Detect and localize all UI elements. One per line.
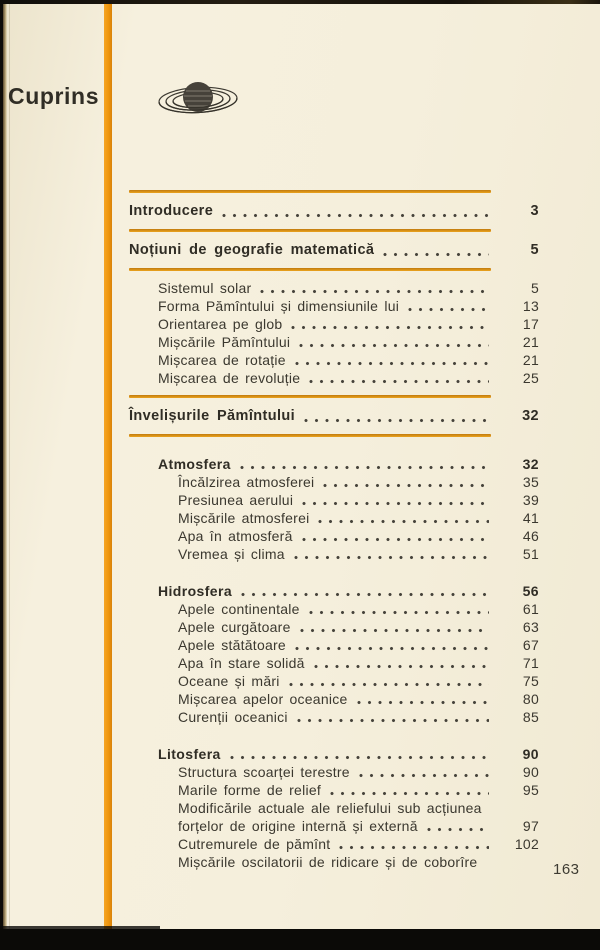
toc-entry-label: Învelișurile Pămîntului [129, 408, 296, 424]
scan-top-edge [0, 0, 600, 4]
toc-entry-label: Hidrosfera [158, 583, 233, 599]
dot-leader [297, 718, 489, 723]
toc-entry-label: Presiunea aerului [178, 492, 294, 508]
toc-entry-label: Apa în stare solidă [178, 655, 305, 671]
toc-entry [129, 690, 539, 708]
toc-entry [129, 708, 539, 726]
section-rule [129, 190, 491, 193]
toc-entry [129, 333, 539, 351]
toc-entry-page: 80 [522, 691, 539, 707]
toc-entry-label: Apele stătătoare [178, 637, 286, 653]
toc-entry-label: Marile forme de relief [178, 782, 321, 798]
toc-entry [129, 618, 539, 636]
toc-list [129, 182, 539, 871]
dot-leader [222, 213, 489, 218]
dot-leader [357, 700, 489, 705]
toc-entry-label: Oceane și mări [178, 673, 280, 689]
toc-entry-label: Apa în atmosferă [178, 528, 293, 544]
toc-entry-label: Forma Pămîntului și dimensiunile lui [158, 298, 400, 314]
dot-leader [241, 592, 489, 597]
toc-entry-label: Mișcările oscilatorii de ridicare și de coborîre [178, 854, 478, 870]
folio-page-number: 163 [553, 861, 580, 878]
contents-heading: Cuprins [8, 83, 100, 109]
dot-leader [294, 555, 489, 560]
dot-leader [408, 307, 489, 312]
toc-entry-page: 51 [522, 546, 539, 562]
toc-entry-label: Sistemul solar [158, 280, 252, 296]
toc-entry-page: 41 [522, 510, 539, 526]
toc-entry [129, 817, 539, 835]
toc-entry [129, 406, 539, 426]
toc-entry-page: 13 [522, 298, 539, 314]
toc-entry [129, 799, 539, 817]
toc-entry-page: 39 [522, 492, 539, 508]
toc-entry-page: 102 [514, 836, 539, 852]
page-left-edge [3, 4, 7, 929]
toc-entry-label: Mișcarea de rotație [158, 352, 286, 368]
scan-bottom-edge [0, 929, 600, 950]
dot-leader [240, 465, 489, 470]
toc-entry-page: 21 [522, 352, 539, 368]
section-rule [129, 268, 491, 271]
dot-leader [427, 827, 489, 832]
toc-entry-label: Vremea și clima [178, 546, 285, 562]
toc-entry [129, 672, 539, 690]
dot-leader [295, 361, 489, 366]
toc-entry-page: 71 [522, 655, 539, 671]
toc-entry-page: 67 [522, 637, 539, 653]
toc-entry [129, 582, 539, 600]
toc-entry-label: Introducere [129, 203, 214, 219]
toc-entry [129, 853, 539, 871]
saturn-planet-icon [155, 78, 241, 122]
dot-leader [314, 664, 489, 669]
scanned-page [3, 4, 600, 929]
toc-entry-page: 25 [522, 370, 539, 386]
toc-entry [129, 654, 539, 672]
dot-leader [230, 755, 489, 760]
toc-entry-label: Mișcarea apelor oceanice [178, 691, 348, 707]
dot-leader [330, 791, 489, 796]
toc-entry-label: Structura scoarței terestre [178, 764, 350, 780]
toc-entry-label: Litosfera [158, 746, 221, 762]
orange-spine-stripe [104, 4, 112, 929]
page-crease-line [9, 4, 10, 929]
section-rule [129, 434, 491, 437]
toc-entry-label: Curenții oceanici [178, 709, 288, 725]
toc-entry-page: 21 [522, 334, 539, 350]
dot-leader [359, 773, 489, 778]
toc-entry [129, 473, 539, 491]
dot-leader [291, 325, 489, 330]
toc-entry [129, 455, 539, 473]
toc-entry-page: 5 [530, 280, 539, 296]
section-rule [129, 229, 491, 232]
toc-entry-label: Orientarea pe glob [158, 316, 283, 332]
dot-leader [339, 845, 489, 850]
toc-entry [129, 491, 539, 509]
toc-entry-label: Mișcarea de revoluție [158, 370, 301, 386]
toc-entry [129, 763, 539, 781]
toc-entry [129, 369, 539, 387]
dot-leader [260, 289, 489, 294]
dot-leader [383, 252, 489, 257]
toc-entry [129, 835, 539, 853]
toc-entry-label: Mișcările Pămîntului [158, 334, 291, 350]
toc-entry-page: 75 [522, 673, 539, 689]
toc-entry-page: 85 [522, 709, 539, 725]
toc-entry [129, 527, 539, 545]
toc-entry [129, 600, 539, 618]
toc-entry-label: forțelor de origine internă și externă [178, 818, 418, 834]
toc-entry-label: Modificările actuale ale reliefului sub acțiunea [178, 800, 482, 816]
toc-entry [129, 279, 539, 297]
toc-entry-page: 17 [522, 316, 539, 332]
toc-entry [129, 545, 539, 563]
toc-entry-page: 56 [522, 583, 539, 599]
toc-entry-page: 32 [522, 456, 539, 472]
toc-entry-page: 63 [522, 619, 539, 635]
toc-entry-page: 32 [522, 408, 539, 424]
toc-entry [129, 781, 539, 799]
toc-entry-page: 90 [522, 764, 539, 780]
section-rule [129, 395, 491, 398]
toc-entry-label: Noțiuni de geografie matematică [129, 242, 375, 258]
toc-entry-page: 3 [530, 203, 539, 219]
toc-entry [129, 201, 539, 221]
toc-entry-label: Încălzirea atmosferei [178, 474, 315, 490]
dot-leader [323, 483, 489, 488]
toc-entry-page: 35 [522, 474, 539, 490]
dot-leader [318, 519, 489, 524]
toc-entry-page: 97 [522, 818, 539, 834]
toc-entry-page: 46 [522, 528, 539, 544]
toc-entry-label: Apele curgătoare [178, 619, 291, 635]
toc-entry [129, 297, 539, 315]
dot-leader [302, 537, 489, 542]
dot-leader [299, 343, 489, 348]
toc-entry-page: 95 [522, 782, 539, 798]
toc-entry [129, 240, 539, 260]
toc-entry-page: 5 [530, 242, 539, 258]
dot-leader [309, 610, 489, 615]
dot-leader [304, 418, 489, 423]
dot-leader [289, 682, 489, 687]
dot-leader [295, 646, 489, 651]
toc-entry [129, 351, 539, 369]
toc-entry-page: 90 [522, 746, 539, 762]
toc-entry [129, 315, 539, 333]
toc-entry-label: Cutremurele de pămînt [178, 836, 331, 852]
dot-leader [300, 628, 489, 633]
toc-entry [129, 745, 539, 763]
toc-entry-page: 61 [522, 601, 539, 617]
toc-entry [129, 636, 539, 654]
toc-entry-label: Apele continentale [178, 601, 300, 617]
toc-entry [129, 509, 539, 527]
toc-entry-label: Atmosfera [158, 456, 231, 472]
toc-entry-label: Mișcările atmosferei [178, 510, 310, 526]
dot-leader [309, 379, 489, 384]
dot-leader [302, 501, 489, 506]
